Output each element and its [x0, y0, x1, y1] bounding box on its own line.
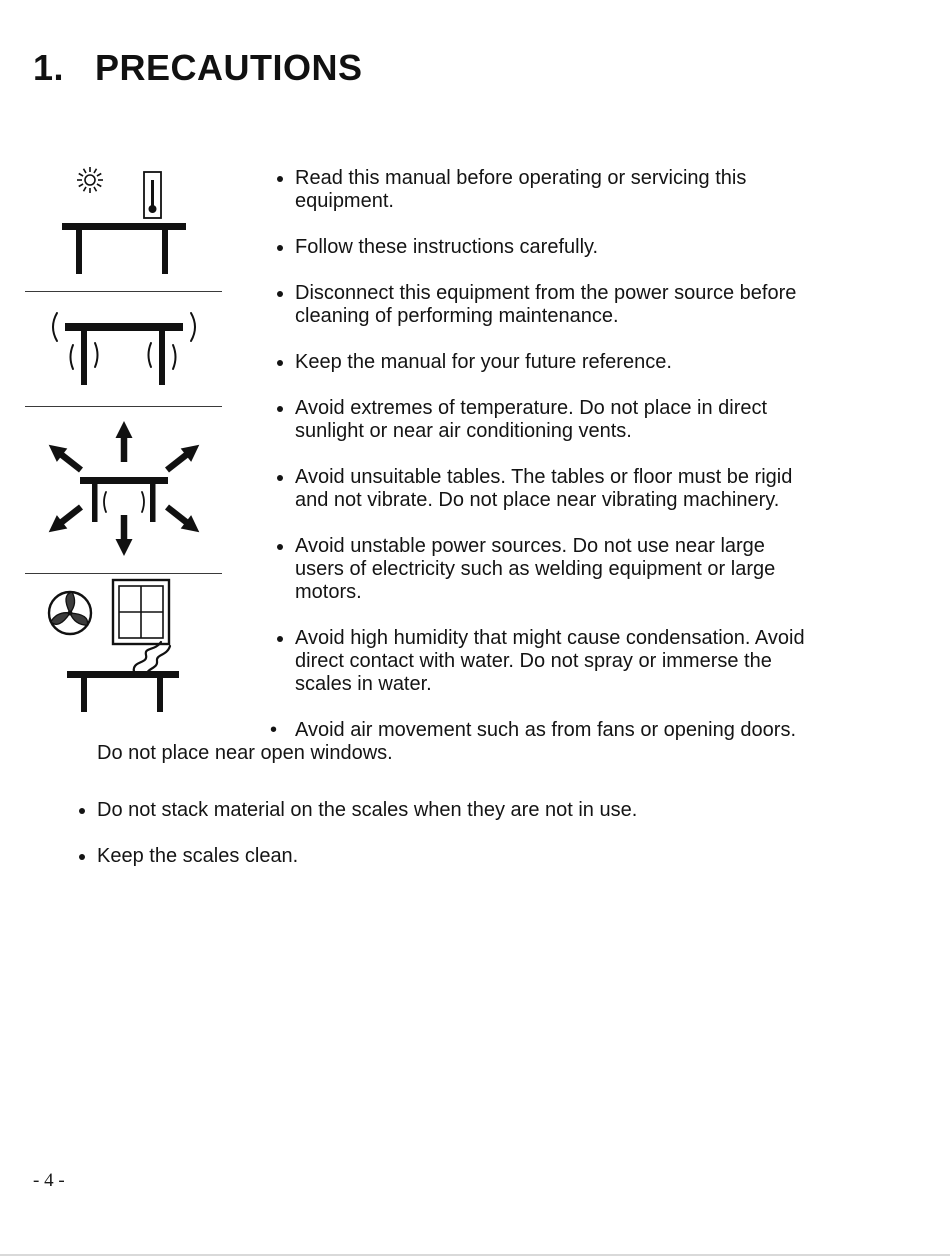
page-number: - 4 - [33, 1170, 65, 1191]
bullet-item: • Read this manual before operating or servicing this equipment. [295, 167, 813, 213]
movement-arrows-svg [34, 414, 214, 566]
bullet-item: • Keep the manual for your future reference. [295, 351, 813, 374]
window-icon [113, 580, 169, 644]
bullet-item: • Avoid high humidity that might cause condensation. Avoid direct contact with water. Do not spray or immerse the scales in water. [295, 627, 813, 696]
table-icon [62, 223, 186, 274]
bullet-item: • Avoid extremes of temperature. Do not place in direct sunlight or near air conditioning vents. [295, 397, 813, 443]
table-icon [65, 323, 183, 385]
vibration-svg [41, 301, 207, 397]
bullet-item: • Do not stack material on the scales when they are not in use. [97, 799, 817, 822]
section-title: PRECAUTIONS [95, 47, 363, 88]
bullet-item: • Follow these instructions carefully. [295, 236, 813, 259]
bullet-item: • Disconnect this equipment from the power source before cleaning of performing maintenance. [295, 282, 813, 328]
movement-arrows-illustration [25, 407, 222, 574]
table-icon [67, 671, 179, 712]
arrows-icon [43, 421, 204, 556]
bullet-marker: • [270, 719, 278, 741]
vibration-marks-icon [53, 313, 195, 369]
bullet-item: • Avoid unstable power sources. Do not use near large users of electricity such as welding equipment or large motors. [295, 535, 813, 604]
bullet-text: Avoid air movement such as from fans or opening doors. Do not place near open windows. [97, 719, 796, 764]
airflow-swirl-icon [133, 642, 169, 675]
fan-window-draft-svg [39, 575, 209, 717]
fan-window-draft-illustration [25, 574, 222, 718]
page-title [33, 46, 950, 90]
bullet-item: • Avoid unsuitable tables. The tables or floor must be rigid and not vibrate. Do not place near vibrating machinery. [295, 466, 813, 512]
vibration-marks-icon [104, 492, 144, 512]
vibration-illustration [25, 292, 222, 407]
bullet-item-wrapped [97, 719, 809, 765]
fan-icon [49, 592, 91, 634]
precautions-list [245, 167, 813, 696]
section-number: 1. [33, 47, 65, 88]
thermometer-icon [144, 172, 161, 218]
illustration-column [25, 148, 222, 718]
sun-icon [77, 167, 103, 193]
sunlight-temperature-svg [44, 160, 204, 280]
precautions-list-continued [70, 799, 817, 868]
sunlight-temperature-illustration [25, 148, 222, 292]
bullet-item: • Keep the scales clean. [97, 845, 817, 868]
